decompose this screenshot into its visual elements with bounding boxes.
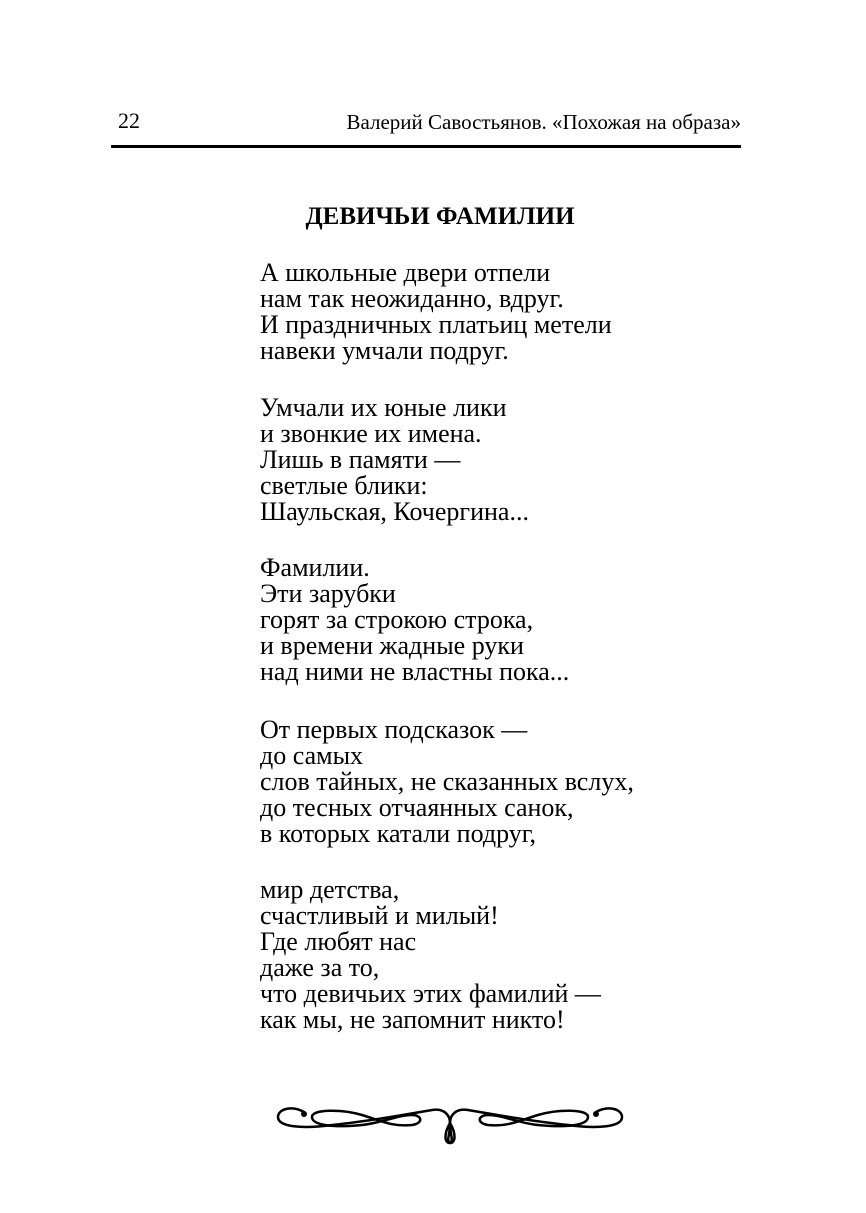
poem-line: даже за то, [260, 953, 380, 982]
poem-line: и времени жадные руки [260, 631, 524, 660]
poem-line: Где любят нас [260, 927, 417, 956]
poem-line: А школьные двери отпели [260, 258, 551, 287]
stanza [260, 260, 612, 364]
stanza [260, 395, 529, 525]
header-rule [111, 145, 741, 148]
poem-line: счастливый и милый! [260, 901, 499, 930]
stanza [260, 877, 601, 1033]
poem-line: и звонкие их имена. [260, 419, 482, 448]
poem-line: горят за строкою строка, [260, 605, 534, 634]
poem-line: что девичьих этих фамилий — [260, 979, 601, 1008]
page-number: 22 [118, 108, 140, 133]
poem-line: Умчали их юные лики [260, 393, 507, 422]
poem-line: в которых катали подруг, [260, 819, 536, 848]
poem-line: И праздничных платьиц метели [260, 310, 612, 339]
poem-line: мир детства, [260, 875, 400, 904]
poem-line: до самых [260, 741, 364, 770]
poem-line: Фамилии. [260, 553, 370, 582]
poem-line: как мы, не запомнит никто! [260, 1005, 565, 1034]
poem-line: нам так неожиданно, вдруг. [260, 284, 564, 313]
flourish-ornament-icon [272, 1095, 628, 1145]
poem-line: Эти зарубки [260, 579, 396, 608]
poem-line: до тесных отчаянных санок, [260, 793, 574, 822]
poem-line: слов тайных, не сказанных вслух, [260, 767, 634, 796]
running-header: Валерий Савостьянов. «Похожая на образа» [346, 110, 741, 134]
poem-line: Лишь в памяти — [260, 445, 461, 474]
poem-line: светлые блики: [260, 471, 428, 500]
poem-line: От первых подсказок — [260, 715, 528, 744]
poem-line: навеки умчали подруг. [260, 336, 509, 365]
poem-line: над ними не властны пока... [260, 657, 570, 686]
stanza [260, 555, 569, 685]
poem-title: ДЕВИЧЬИ ФАМИЛИИ [305, 203, 575, 230]
stanza [260, 717, 634, 847]
poem-line: Шаульская, Кочергина... [260, 497, 529, 526]
